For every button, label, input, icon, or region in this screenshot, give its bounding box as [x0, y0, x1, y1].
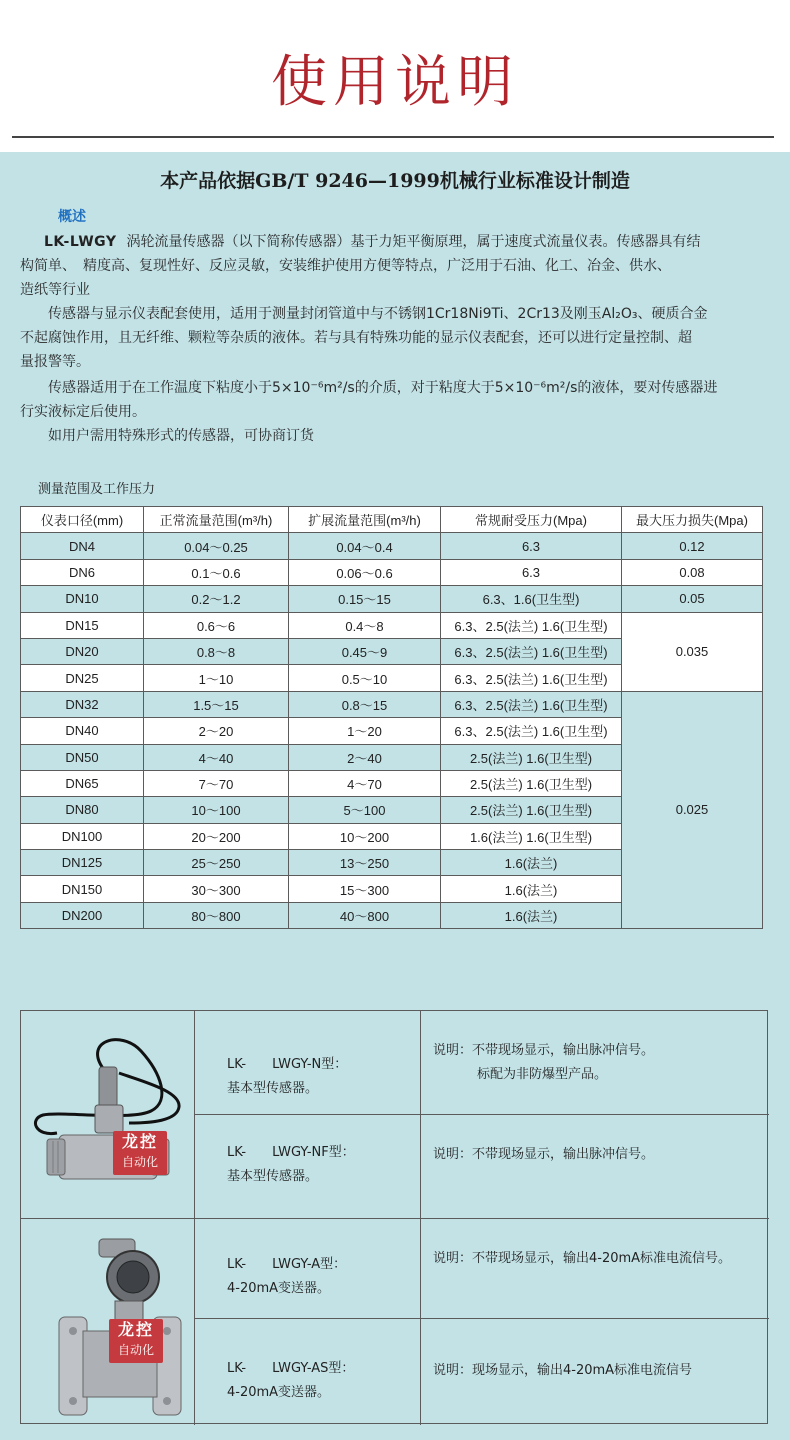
table-cell: 0.45～9 — [289, 638, 441, 664]
table-header: 仪表口径(mm) — [21, 507, 144, 533]
table-cell: 6.3、2.5(法兰) 1.6(卫生型) — [441, 691, 622, 717]
table-cell: DN200 — [21, 902, 144, 928]
model-name-cell — [195, 1319, 421, 1425]
table-cell: 5～100 — [289, 797, 441, 823]
model-name-cell — [195, 1219, 421, 1319]
table-cell: 1.6(法兰) 1.6(卫生型) — [441, 823, 622, 849]
brand-watermark — [109, 1319, 163, 1363]
model-type: 基本型传感器。 — [227, 1081, 319, 1096]
table-cell: 0.12 — [622, 533, 763, 559]
transmitter-image-cell — [21, 1219, 195, 1425]
model-desc-cell — [421, 1319, 769, 1425]
table-cell: 0.15～15 — [289, 586, 441, 612]
table-cell: 0.06～0.6 — [289, 559, 441, 585]
table-cell: 13～250 — [289, 850, 441, 876]
intro-p1-lead: 涡轮流量传感器（以下简称传感器）基于力矩平衡原理，属于速度式流量仪表。传感器具有结 — [126, 234, 701, 250]
model-prefix: LK- — [227, 1057, 247, 1072]
watermark-line2: 自动化 — [121, 1155, 158, 1169]
table-cell: 6.3、2.5(法兰) 1.6(卫生型) — [441, 638, 622, 664]
table-cell-merged: 0.025 — [622, 691, 763, 929]
table-cell: 4～70 — [289, 770, 441, 796]
model-name-cell — [195, 1115, 421, 1219]
model-desc: 说明：现场显示，输出4-20mA标准电流信号 — [433, 1363, 693, 1378]
table-cell: 4～40 — [144, 744, 289, 770]
watermark-line2: 自动化 — [117, 1343, 154, 1357]
table-cell: 0.6～6 — [144, 612, 289, 638]
model-name: LWGY-N型： — [272, 1057, 348, 1072]
table-cell: 20～200 — [144, 823, 289, 849]
table-header: 常规耐受压力(Mpa) — [441, 507, 622, 533]
model-name: LWGY-A型： — [272, 1257, 347, 1272]
spec-table — [20, 506, 763, 929]
table-cell: 1～10 — [144, 665, 289, 691]
intro-p1-line3: 造纸等行业 — [20, 282, 90, 298]
table-row — [21, 559, 763, 585]
table-cell: 0.04～0.25 — [144, 533, 289, 559]
table-cell-merged: 0.035 — [622, 612, 763, 691]
model-table — [20, 1010, 768, 1424]
model-desc-cell — [421, 1011, 769, 1115]
model-desc: 说明：不带现场显示，输出4-20mA标准电流信号。 — [433, 1251, 732, 1266]
table-cell: 2.5(法兰) 1.6(卫生型) — [441, 744, 622, 770]
table-header-row — [21, 507, 763, 533]
intro-p2-line1: 传感器与显示仪表配套使用，适用于测量封闭管道中与不锈钢1Cr18Ni9Ti、2Cr13及刚玉Al₂O₃、硬质合金 — [48, 306, 708, 322]
table-cell: DN100 — [21, 823, 144, 849]
table-cell: DN10 — [21, 586, 144, 612]
table-cell: 0.8～15 — [289, 691, 441, 717]
table-cell: DN32 — [21, 691, 144, 717]
table-cell: 0.04～0.4 — [289, 533, 441, 559]
table-cell: 6.3、2.5(法兰) 1.6(卫生型) — [441, 612, 622, 638]
model-prefix: LK- — [227, 1145, 247, 1160]
table-cell: DN50 — [21, 744, 144, 770]
table-cell: 1.6(法兰) — [441, 876, 622, 902]
table-header: 最大压力损失(Mpa) — [622, 507, 763, 533]
table-cell: 6.3 — [441, 559, 622, 585]
model-type: 4-20mA变送器。 — [227, 1385, 331, 1400]
table-cell: 0.08 — [622, 559, 763, 585]
model-type: 4-20mA变送器。 — [227, 1281, 331, 1296]
table-row — [21, 612, 763, 638]
table-cell: 80～800 — [144, 902, 289, 928]
table-row — [21, 691, 763, 717]
table-cell: 10～200 — [289, 823, 441, 849]
flanged-transmitter-image — [21, 1219, 195, 1425]
intro-p1-line2: 构简单、 精度高、复现性好、反应灵敏，安装维护使用方便等特点，广泛用于石油、化工、冶金、供水、 — [20, 258, 671, 274]
table-row — [21, 586, 763, 612]
table-cell: 0.5～10 — [289, 665, 441, 691]
intro-p3-line1: 传感器适用于在工作温度下粘度小于5×10⁻⁶m²/s的介质，对于粘度大于5×10⁻⁶m²/s的液体，要对传感器进 — [48, 380, 718, 396]
table-cell: 0.4～8 — [289, 612, 441, 638]
model-desc-cell — [421, 1115, 769, 1219]
table-header: 正常流量范围(m³/h) — [144, 507, 289, 533]
table-cell: 10～100 — [144, 797, 289, 823]
intro-paragraph-1 — [20, 230, 775, 254]
table-cell: 6.3、2.5(法兰) 1.6(卫生型) — [441, 665, 622, 691]
sensor-image-cell — [21, 1011, 195, 1219]
table-cell: 40～800 — [289, 902, 441, 928]
table-cell: 30～300 — [144, 876, 289, 902]
table-cell: 2.5(法兰) 1.6(卫生型) — [441, 770, 622, 796]
turbine-sensor-image — [21, 1011, 195, 1219]
overview-heading: 概述 — [58, 209, 86, 225]
table-cell: 25～250 — [144, 850, 289, 876]
model-desc: 说明：不带现场显示，输出脉冲信号。 — [433, 1147, 655, 1162]
model-name: LWGY-AS型： — [272, 1361, 355, 1376]
table-cell: 0.1～0.6 — [144, 559, 289, 585]
table-cell: 1.6(法兰) — [441, 902, 622, 928]
intro-p2-line3: 量报警等。 — [20, 354, 90, 370]
model-desc-cell — [421, 1219, 769, 1319]
model-prefix: LK- — [227, 1361, 247, 1376]
table-cell: DN40 — [21, 718, 144, 744]
page-header — [0, 0, 790, 150]
table-cell: DN150 — [21, 876, 144, 902]
model-desc-note: 标配为非防爆型产品。 — [477, 1067, 608, 1082]
watermark-line1: 龙控 — [121, 1132, 158, 1151]
watermark-line1: 龙控 — [117, 1320, 154, 1339]
table-cell: DN6 — [21, 559, 144, 585]
model-prefix: LK- — [227, 1257, 247, 1272]
table-cell: 6.3、1.6(卫生型) — [441, 586, 622, 612]
page-title: 使用说明 — [271, 50, 519, 115]
intro-p4: 如用户需用特殊形式的传感器，可协商订货 — [48, 428, 314, 444]
intro-p2-line2: 不起腐蚀作用，且无纤维、颗粒等杂质的液体。若与具有特殊功能的显示仪表配套，还可以进行定量控制、超 — [20, 330, 692, 346]
model-name-cell — [195, 1011, 421, 1115]
table-cell: DN4 — [21, 533, 144, 559]
table-cell: 6.3、2.5(法兰) 1.6(卫生型) — [441, 718, 622, 744]
table-cell: 2～40 — [289, 744, 441, 770]
table-cell: 0.2～1.2 — [144, 586, 289, 612]
table-cell: DN65 — [21, 770, 144, 796]
table-cell: 2.5(法兰) 1.6(卫生型) — [441, 797, 622, 823]
table-cell: DN20 — [21, 638, 144, 664]
intro-p3-line2: 行实液标定后使用。 — [20, 404, 146, 420]
model-name: LWGY-NF型： — [272, 1145, 355, 1160]
table-cell: DN25 — [21, 665, 144, 691]
model-desc: 说明：不带现场显示，输出脉冲信号。 — [433, 1043, 655, 1058]
standard-subtitle: 本产品依据GB/T 9246—1999机械行业标准设计制造 — [160, 170, 630, 192]
brand-watermark — [113, 1131, 167, 1175]
table-cell: DN80 — [21, 797, 144, 823]
table-cell: 2～20 — [144, 718, 289, 744]
table-cell: 6.3 — [441, 533, 622, 559]
header-divider — [12, 136, 774, 138]
table-cell: DN125 — [21, 850, 144, 876]
table-cell: 1.6(法兰) — [441, 850, 622, 876]
table-cell: 0.8～8 — [144, 638, 289, 664]
table-cell: DN15 — [21, 612, 144, 638]
table-header: 扩展流量范围(m³/h) — [289, 507, 441, 533]
model-code: LK-LWGY — [44, 234, 117, 250]
table-row — [21, 533, 763, 559]
table-cell: 1～20 — [289, 718, 441, 744]
overview-text — [20, 230, 775, 448]
table-cell: 15～300 — [289, 876, 441, 902]
table-cell: 1.5～15 — [144, 691, 289, 717]
spec-table-title: 测量范围及工作压力 — [38, 482, 156, 497]
table-cell: 7～70 — [144, 770, 289, 796]
table-cell: 0.05 — [622, 586, 763, 612]
model-type: 基本型传感器。 — [227, 1169, 319, 1184]
